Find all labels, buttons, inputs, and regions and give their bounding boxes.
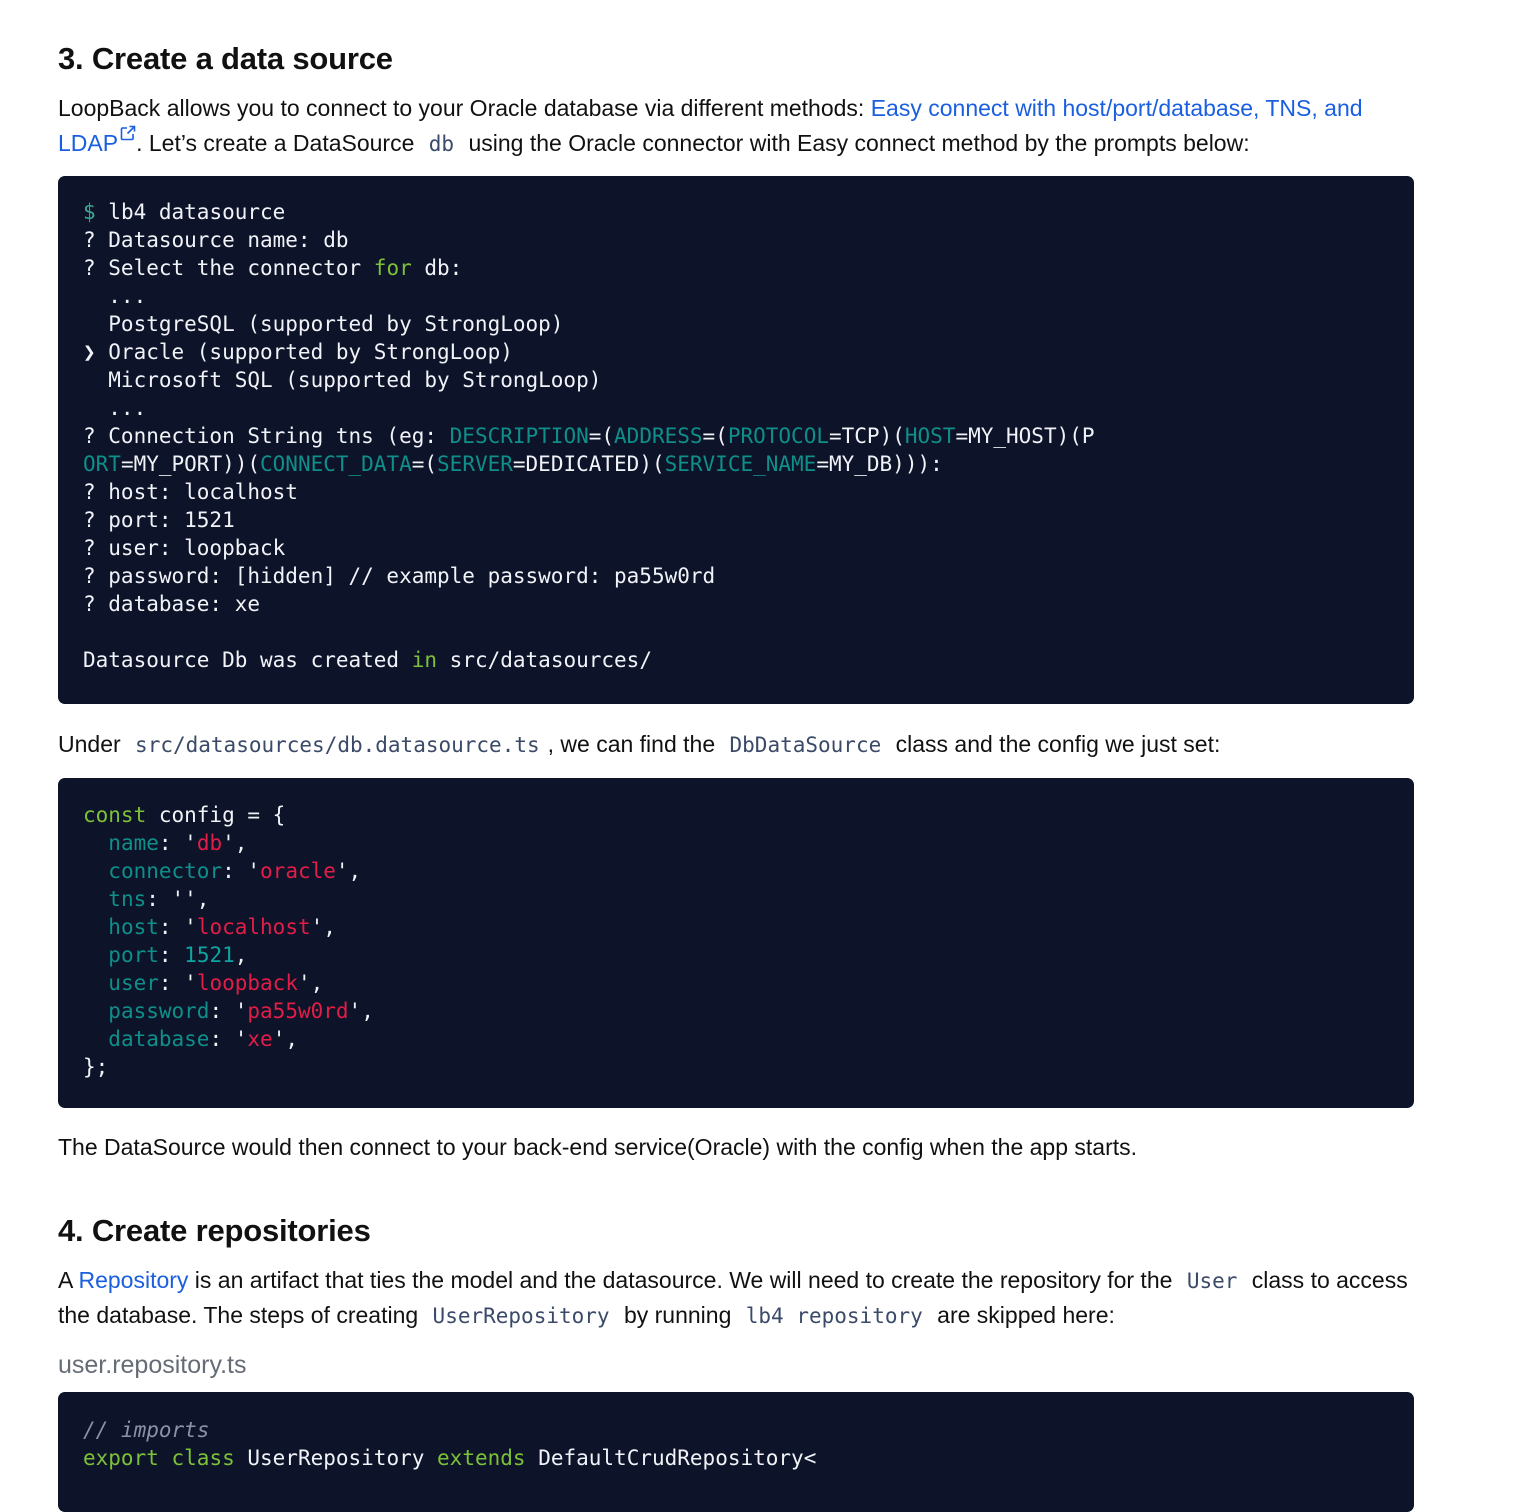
cli-code bbox=[58, 176, 1414, 696]
inline-code-userrepository: UserRepository bbox=[432, 1304, 610, 1328]
code-token: name bbox=[108, 831, 159, 855]
code-line bbox=[83, 312, 563, 336]
code-token: config = { bbox=[146, 803, 286, 827]
code-token: ... bbox=[83, 396, 147, 420]
code-token: }; bbox=[83, 1055, 109, 1079]
code-line bbox=[83, 508, 235, 532]
section-3-intro: LoopBack allows you to connect to your Oracle database via different methods: Easy connect with host/port/database, TNS, and LDAP . Let’s create a DataSource db using the Oracle connector with Easy connect method by the prompts below: bbox=[58, 95, 1363, 156]
code-token: for bbox=[373, 256, 412, 280]
code-token: =MY_HOST)(P bbox=[955, 424, 1095, 448]
code-token: extends bbox=[437, 1446, 526, 1470]
code-line bbox=[83, 859, 361, 883]
code-line bbox=[83, 1418, 209, 1442]
code-token: oracle bbox=[260, 859, 336, 883]
code-token: =MY_PORT))( bbox=[120, 452, 261, 476]
code-token: user bbox=[108, 971, 159, 995]
code-token: PostgreSQL (supported by StrongLoop) bbox=[83, 312, 564, 336]
code-token: const bbox=[83, 803, 147, 827]
code-token: =( bbox=[702, 424, 728, 448]
code-token: 1521 bbox=[184, 943, 235, 967]
code-token bbox=[83, 1027, 108, 1051]
under-text: Under src/datasources/db.datasource.ts , we can find the DbDataSource class and the config we just set: bbox=[58, 731, 1221, 757]
repo-code bbox=[58, 1392, 1414, 1494]
code-token: lb4 datasource bbox=[95, 200, 286, 224]
code-token: ', bbox=[335, 859, 362, 883]
code-token: ', bbox=[348, 999, 374, 1023]
code-token: ', bbox=[297, 971, 324, 995]
code-token: db: bbox=[411, 256, 463, 280]
code-line bbox=[83, 480, 298, 504]
code-token: ? password: [hidden] // example password: pa55w0rd bbox=[83, 564, 716, 588]
code-line bbox=[83, 648, 652, 672]
section-4-heading: 4. Create repositories bbox=[58, 1213, 371, 1248]
code-token bbox=[83, 831, 108, 855]
config-code bbox=[58, 778, 1414, 1103]
code-line bbox=[83, 368, 601, 392]
code-token: // imports bbox=[83, 1418, 210, 1442]
code-token bbox=[159, 1446, 172, 1470]
code-token: xe bbox=[247, 1027, 273, 1051]
code-token: ', bbox=[272, 1027, 298, 1051]
inline-code-lb4-repository: lb4 repository bbox=[745, 1304, 923, 1328]
code-line bbox=[83, 803, 285, 827]
code-line bbox=[83, 256, 462, 280]
code-line bbox=[83, 536, 285, 560]
code-token: : ' bbox=[209, 999, 248, 1023]
code-token: , bbox=[234, 943, 248, 967]
easy-connect-link[interactable]: Easy connect with host/port/database, TNS, and LDAP bbox=[58, 95, 1363, 156]
code-token: : ' bbox=[158, 971, 197, 995]
repository-link[interactable]: Repository bbox=[78, 1267, 189, 1293]
code-token: src/datasources/ bbox=[437, 648, 652, 672]
code-token: ? Connection String tns (eg: bbox=[83, 424, 450, 448]
code-token: pa55w0rd bbox=[247, 999, 349, 1023]
inline-code-path: src/datasources/db.datasource.ts bbox=[135, 733, 540, 757]
code-token: db bbox=[196, 831, 223, 855]
code-token bbox=[83, 915, 108, 939]
code-token: ? database: xe bbox=[83, 592, 261, 616]
code-token: ? host: localhost bbox=[83, 480, 298, 504]
code-token bbox=[83, 887, 108, 911]
code-token: localhost bbox=[196, 915, 311, 939]
code-token: connector bbox=[108, 859, 223, 883]
code-token: =DEDICATED)( bbox=[512, 452, 665, 476]
code-token: : ' bbox=[222, 859, 261, 883]
code-line bbox=[83, 564, 715, 588]
code-line bbox=[83, 887, 209, 911]
code-token: =MY_DB))): bbox=[816, 452, 943, 476]
section-3-heading: 3. Create a data source bbox=[58, 41, 393, 76]
code-token: ', bbox=[310, 915, 336, 939]
external-link-icon bbox=[120, 125, 136, 141]
code-token: ... bbox=[83, 284, 147, 308]
code-token: =( bbox=[411, 452, 438, 476]
code-token: in bbox=[411, 648, 438, 672]
cli-code-block bbox=[58, 176, 1414, 704]
file-caption: user.repository.ts bbox=[58, 1351, 247, 1379]
code-token: ADDRESS bbox=[614, 424, 703, 448]
code-token: ? Datasource name: db bbox=[83, 228, 349, 252]
code-token: SERVER bbox=[437, 452, 513, 476]
code-line bbox=[83, 340, 513, 364]
code-token: class bbox=[171, 1446, 235, 1470]
code-token: Microsoft SQL (supported by StrongLoop) bbox=[83, 368, 602, 392]
code-line bbox=[83, 831, 247, 855]
code-token: ', bbox=[222, 831, 248, 855]
code-token: tns bbox=[108, 887, 147, 911]
code-token: : ' bbox=[158, 831, 197, 855]
code-token: =TCP)( bbox=[829, 424, 905, 448]
code-token: UserRepository bbox=[234, 1446, 438, 1470]
outro-text: The DataSource would then connect to your back-end service(Oracle) with the config when the app starts. bbox=[58, 1134, 1138, 1160]
code-line bbox=[83, 1055, 108, 1079]
code-token: port bbox=[108, 943, 159, 967]
code-token bbox=[83, 971, 108, 995]
code-token: DefaultCrudRepository< bbox=[525, 1446, 817, 1470]
code-token: : bbox=[158, 943, 185, 967]
code-token bbox=[83, 999, 108, 1023]
code-token: export bbox=[83, 1446, 159, 1470]
code-token: : '', bbox=[146, 887, 210, 911]
config-code-block bbox=[58, 778, 1414, 1108]
code-line bbox=[83, 396, 146, 420]
code-token: ❯ Oracle (supported by StrongLoop) bbox=[83, 340, 513, 364]
code-token: ? port: 1521 bbox=[83, 508, 235, 532]
code-token: CONNECT_DATA bbox=[260, 452, 412, 476]
code-token: HOST bbox=[904, 424, 956, 448]
code-line bbox=[83, 999, 374, 1023]
code-token: ORT bbox=[83, 452, 121, 476]
code-line bbox=[83, 943, 247, 967]
code-token: $ bbox=[83, 200, 96, 224]
code-line bbox=[83, 228, 349, 252]
code-token: =( bbox=[588, 424, 615, 448]
code-line bbox=[83, 915, 336, 939]
code-token bbox=[83, 943, 108, 967]
code-token: loopback bbox=[196, 971, 298, 995]
code-line bbox=[83, 452, 943, 476]
code-token: host bbox=[108, 915, 159, 939]
code-token: ? Select the connector bbox=[83, 256, 374, 280]
code-line bbox=[83, 424, 1095, 448]
inline-code-user: User bbox=[1186, 1269, 1238, 1293]
code-line bbox=[83, 1446, 816, 1470]
inline-code-db: db bbox=[428, 132, 455, 156]
code-line bbox=[83, 200, 285, 224]
code-line bbox=[83, 592, 260, 616]
code-token: : ' bbox=[209, 1027, 248, 1051]
repo-code-block bbox=[58, 1392, 1414, 1512]
code-token: SERVICE_NAME bbox=[664, 452, 817, 476]
code-line bbox=[83, 284, 146, 308]
code-line bbox=[83, 971, 323, 995]
code-token: : ' bbox=[158, 915, 197, 939]
code-token: ? user: loopback bbox=[83, 536, 286, 560]
code-token: Datasource Db was created bbox=[83, 648, 412, 672]
inline-code-class: DbDataSource bbox=[729, 733, 882, 757]
section-4-text: A Repository is an artifact that ties the model and the datasource. We will need to create the repository for the User class to access the database. The steps of creating UserRepository by running lb4 repository are skipped here: bbox=[58, 1267, 1408, 1328]
code-token bbox=[83, 859, 108, 883]
code-token: DESCRIPTION bbox=[449, 424, 589, 448]
code-token: database bbox=[108, 1027, 210, 1051]
code-token: PROTOCOL bbox=[727, 424, 829, 448]
code-token: password bbox=[108, 999, 210, 1023]
code-line bbox=[83, 1027, 298, 1051]
